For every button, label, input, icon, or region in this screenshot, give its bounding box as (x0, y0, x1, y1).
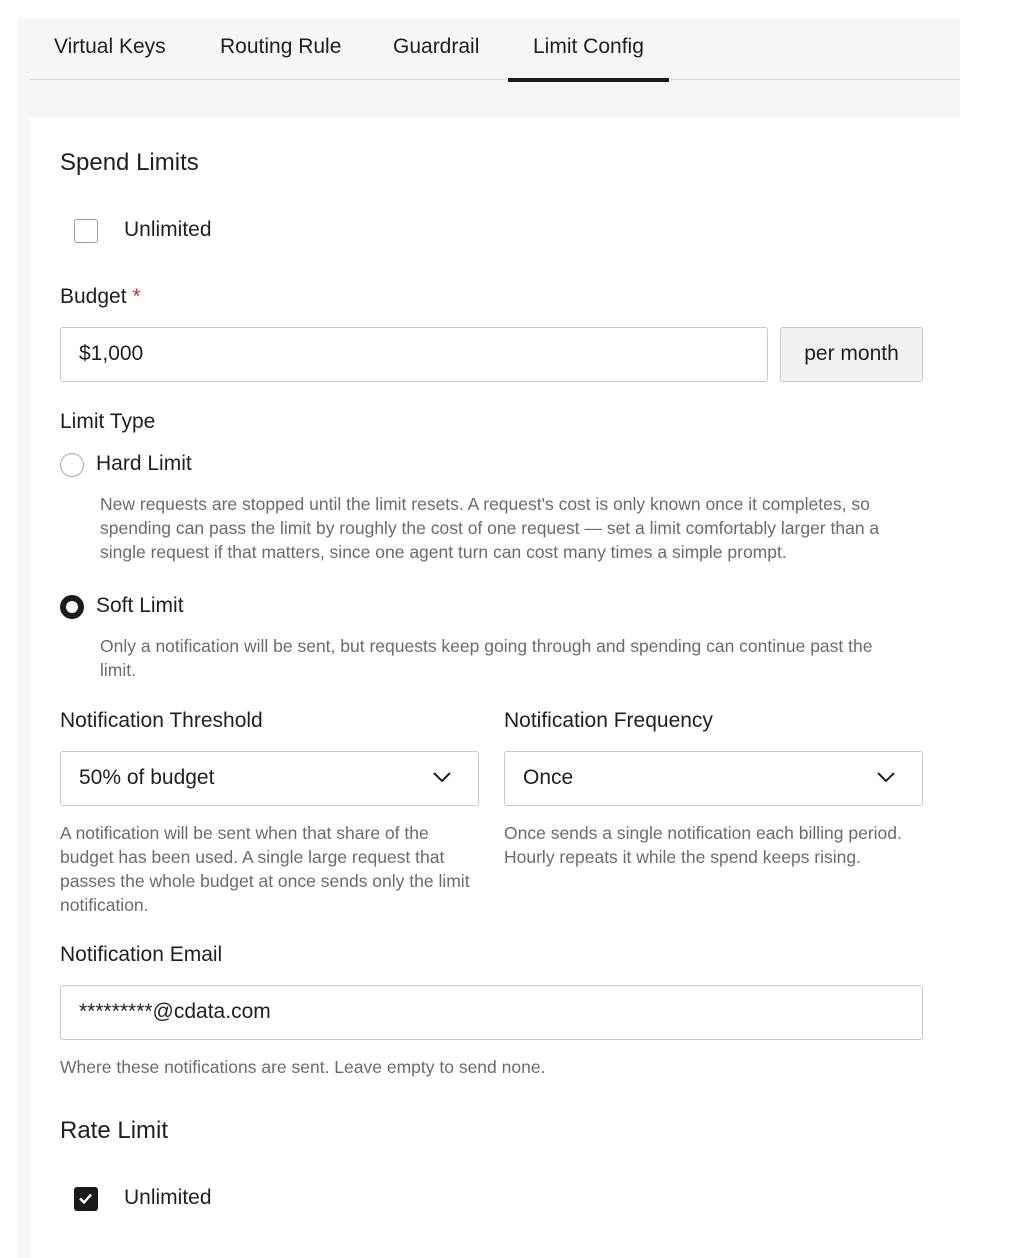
limit-type-label: Limit Type (60, 410, 156, 433)
tab-limit-config[interactable]: Limit Config (533, 18, 644, 80)
chevron-down-icon (876, 771, 896, 783)
hard-limit-radio[interactable] (60, 453, 84, 477)
notification-email-label: Notification Email (60, 943, 223, 966)
soft-limit-radio[interactable] (60, 595, 84, 619)
rate-unlimited-checkbox[interactable] (74, 1187, 98, 1211)
notification-email-input[interactable]: *********@cdata.com (60, 985, 923, 1040)
rate-unlimited-label: Unlimited (124, 1186, 212, 1209)
budget-period-addon: per month (780, 327, 923, 382)
notification-threshold-label: Notification Threshold (60, 709, 263, 732)
chevron-down-icon (432, 771, 452, 783)
tab-guardrail[interactable]: Guardrail (393, 35, 480, 58)
tab-routing-rule[interactable]: Routing Rule (220, 35, 342, 58)
required-marker: * (132, 285, 141, 308)
budget-label (60, 285, 141, 309)
threshold-selected-value: 50% of budget (79, 766, 215, 789)
budget-label-text: Budget (60, 285, 127, 308)
tab-virtual-keys[interactable]: Virtual Keys (54, 35, 166, 58)
checkmark-icon (78, 1191, 93, 1206)
threshold-help: A notification will be sent when that share of the budget has been used. A single large request that passes the whole budget at once sends only the limit notification. (60, 823, 470, 915)
notification-frequency-select[interactable] (504, 751, 923, 806)
hard-limit-description: New requests are stopped until the limit resets. A request's cost is only known once it completes, so spending can pass the limit by roughly the cost of one request — set a limit comfortably larger than a single request if that matters, since one agent turn can cost many times a simple prompt. (100, 494, 880, 562)
spend-unlimited-checkbox[interactable] (74, 219, 98, 243)
frequency-selected-value: Once (523, 766, 574, 789)
hard-limit-label: Hard Limit (96, 452, 192, 475)
frequency-help: Once sends a single notification each billing period. Hourly repeats it while the spend keeps rising. (504, 823, 902, 867)
soft-limit-description: Only a notification will be sent, but requests keep going through and spending can continue past the limit. (100, 636, 873, 680)
notification-threshold-select[interactable] (60, 751, 479, 806)
notification-email-help: Where these notifications are sent. Leave empty to send none. (60, 1057, 546, 1077)
tab-bar (30, 18, 960, 80)
notification-frequency-label: Notification Frequency (504, 709, 713, 732)
soft-limit-label: Soft Limit (96, 594, 184, 617)
spend-limits-heading: Spend Limits (60, 149, 199, 176)
spend-unlimited-label: Unlimited (124, 218, 212, 241)
rate-limit-heading: Rate Limit (60, 1117, 169, 1144)
budget-input[interactable]: $1,000 (60, 327, 768, 382)
limit-config-panel (30, 117, 960, 1258)
